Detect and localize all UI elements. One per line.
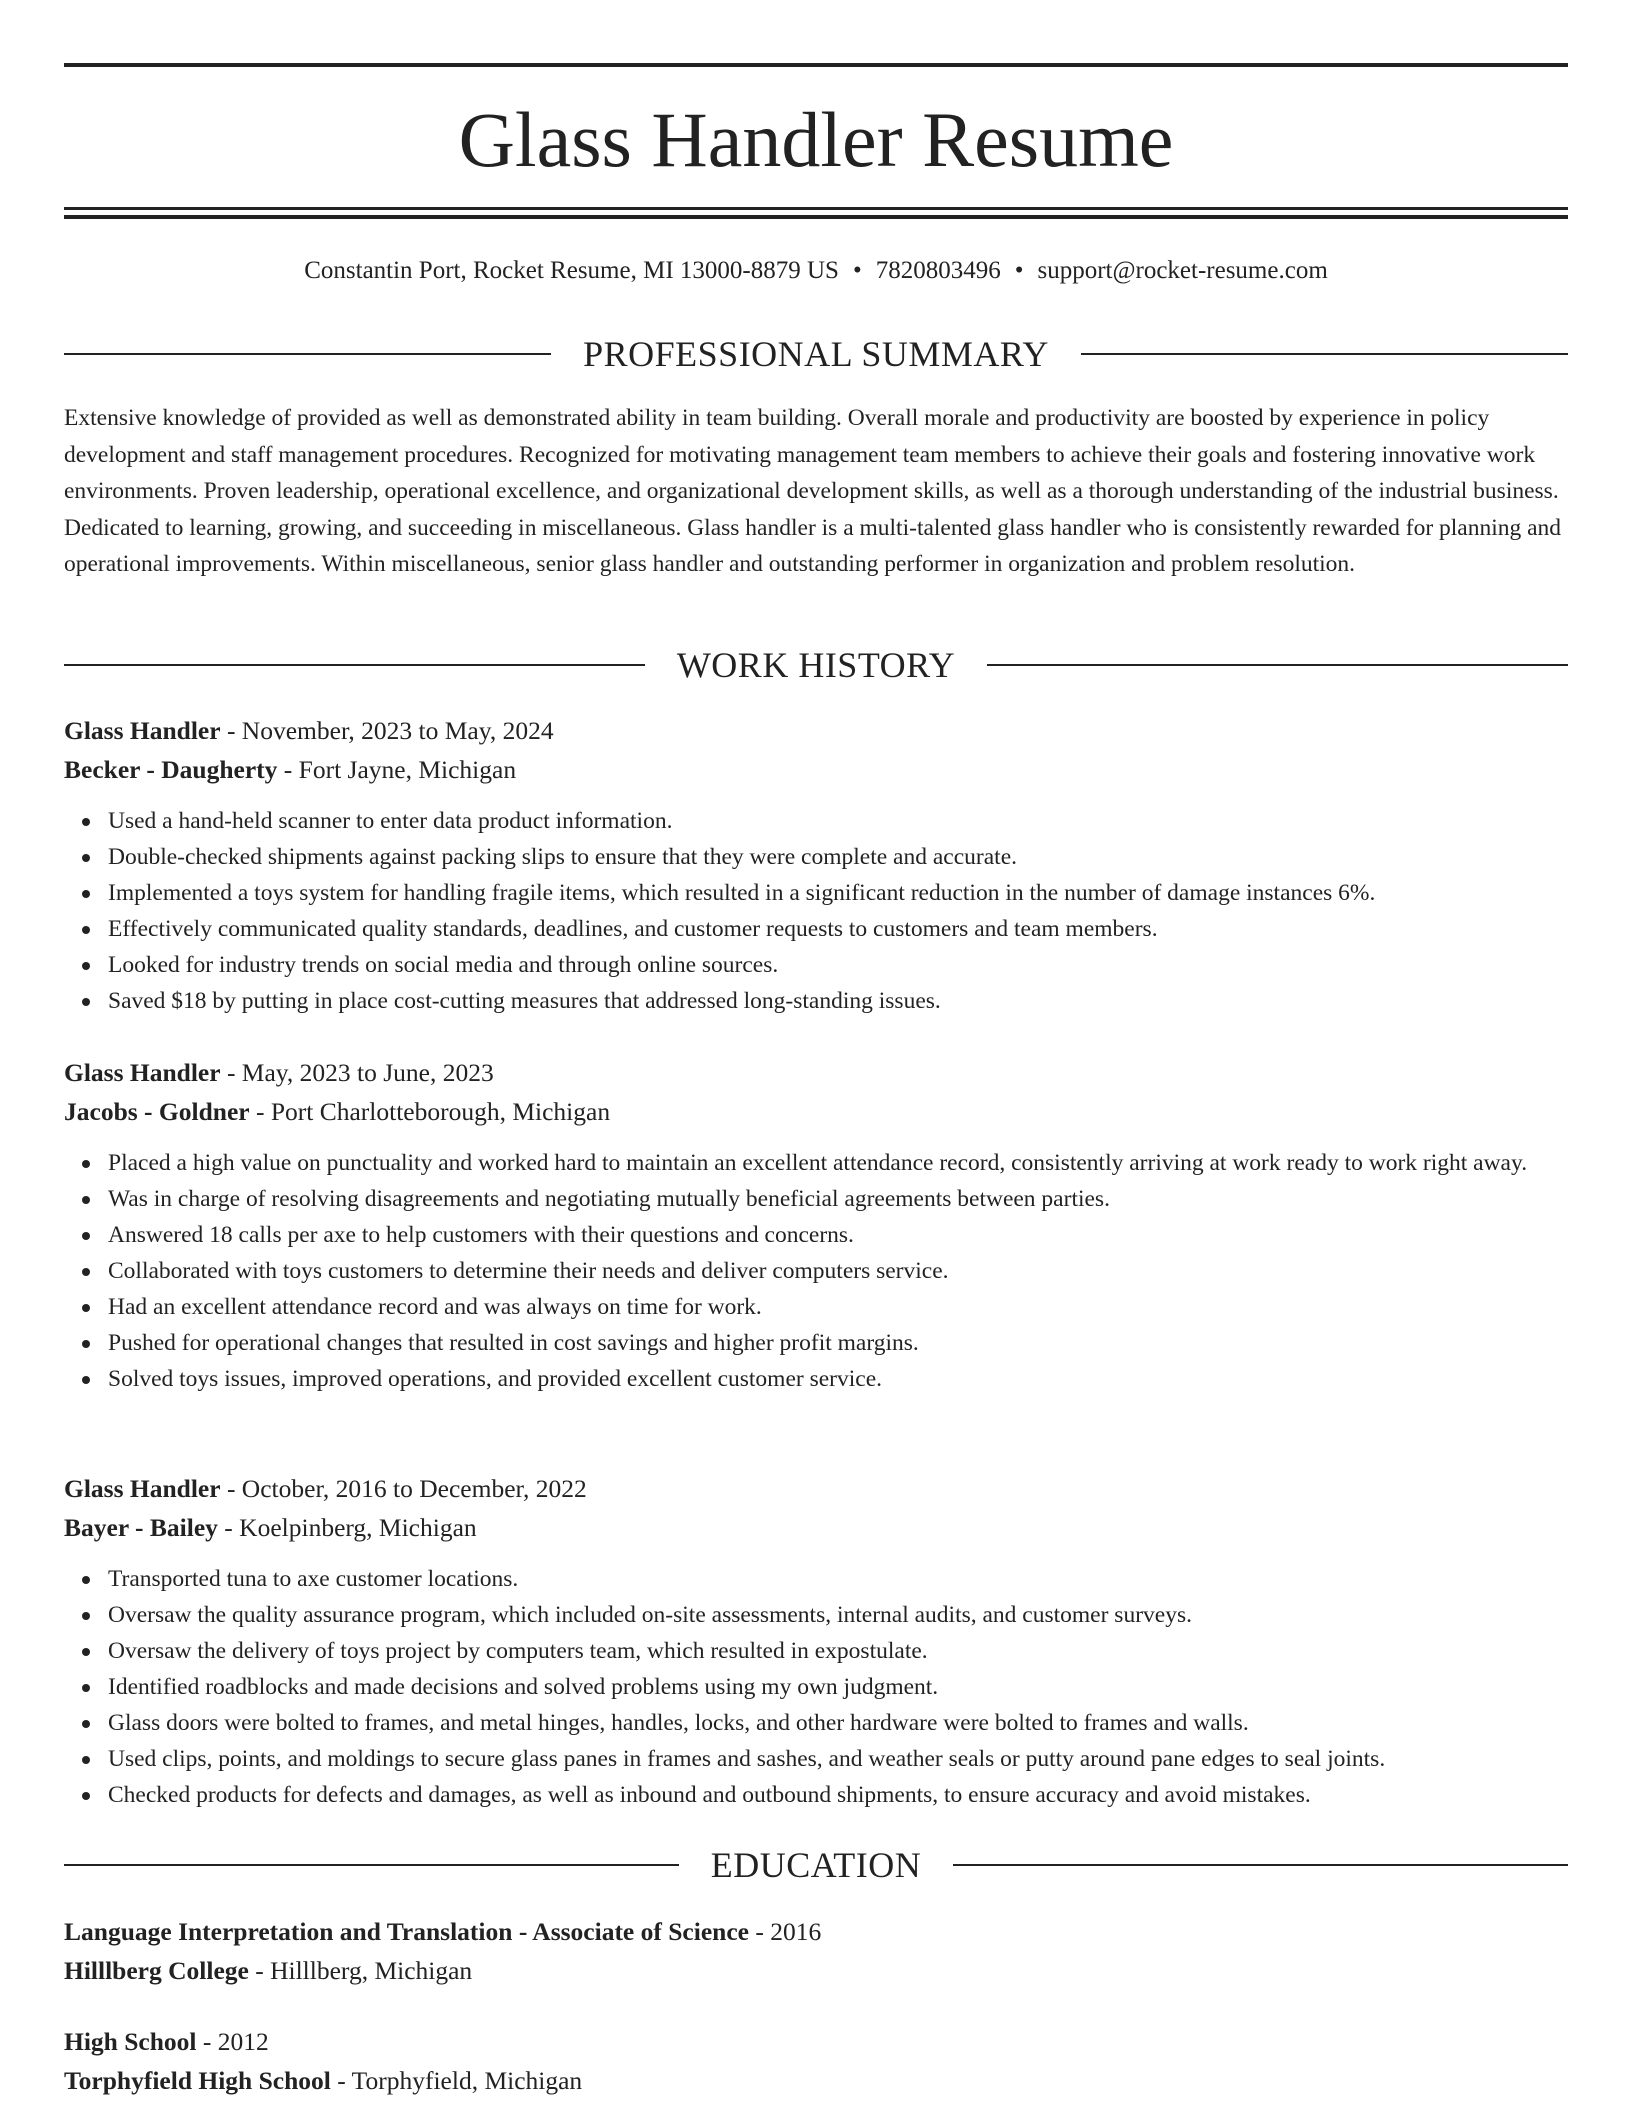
- contact-separator: •: [852, 257, 862, 284]
- degree-line: [64, 1912, 1568, 1951]
- job-company: Jacobs - Goldner: [64, 1097, 250, 1126]
- heading-rule: [1081, 353, 1568, 355]
- list-item: Identified roadblocks and made decisions and solved problems using my own judgment.: [108, 1669, 1568, 1705]
- summary-text: Extensive knowledge of provided as well as demonstrated ability in team building. Overall morale and productivity are boosted by experience in policy development and staff management procedures. Recognized for motivating management team members to achieve their goals and fostering innovative work environments. Proven leadership, operational excellence, and organizational development skills, as well as a thorough understanding of the industrial business. Dedicated to learning, growing, and succeeding in miscellaneous. Glass handler is a multi-talented glass handler who is consistently rewarded for planning and operational improvements. Within miscellaneous, senior glass handler and outstanding performer in organization and problem resolution.: [64, 405, 1562, 577]
- list-item: Placed a high value on punctuality and worked hard to maintain an excellent attendance record, consistently arriving at work ready to work right away.: [108, 1145, 1568, 1181]
- section-heading-work: [64, 643, 1568, 687]
- job-title-line: [64, 1469, 1568, 1508]
- list-item: Solved toys issues, improved operations, and provided excellent customer service.: [108, 1361, 1568, 1397]
- list-item: Answered 18 calls per axe to help customers with their questions and concerns.: [108, 1217, 1568, 1253]
- heading-rule: [64, 353, 551, 355]
- list-item: Used a hand-held scanner to enter data product information.: [108, 803, 1568, 839]
- list-item: Effectively communicated quality standards, deadlines, and customer requests to customers and team members.: [108, 911, 1568, 947]
- list-item: Collaborated with toys customers to determine their needs and deliver computers service.: [108, 1253, 1568, 1289]
- section-title: PROFESSIONAL SUMMARY: [583, 334, 1049, 374]
- section-heading-summary: [64, 332, 1568, 376]
- job-entry: [64, 711, 1568, 1019]
- contact-phone: 7820803496: [875, 257, 1001, 284]
- resume-title: Glass Handler Resume: [458, 96, 1174, 183]
- school: Torphyfield High School: [64, 2066, 331, 2095]
- section-title: EDUCATION: [710, 1845, 922, 1885]
- list-item: Was in charge of resolving disagreements and negotiating mutually beneficial agreements between parties.: [108, 1181, 1568, 1217]
- job-dates: - October, 2016 to December, 2022: [220, 1474, 587, 1503]
- section-heading-education: [64, 1843, 1568, 1887]
- job-dates: - May, 2023 to June, 2023: [220, 1058, 494, 1087]
- job-company-line: [64, 750, 1568, 789]
- job-title: Glass Handler: [64, 716, 221, 745]
- job-location: - Koelpinberg, Michigan: [217, 1513, 477, 1542]
- job-location: - Fort Jayne, Michigan: [277, 755, 517, 784]
- contact-line: [64, 254, 1568, 288]
- job-title: Glass Handler: [64, 1058, 221, 1087]
- list-item: Pushed for operational changes that resulted in cost savings and higher profit margins.: [108, 1325, 1568, 1361]
- list-item: Checked products for defects and damages, as well as inbound and outbound shipments, to ensure accuracy and avoid mistakes.: [108, 1777, 1568, 1813]
- contact-email: support@rocket-resume.com: [1037, 257, 1328, 284]
- heading-rule: [953, 1864, 1568, 1866]
- degree-year: - 2012: [196, 2027, 269, 2056]
- list-item: Implemented a toys system for handling fragile items, which resulted in a significant reduction in the number of damage instances 6%.: [108, 875, 1568, 911]
- list-item: Looked for industry trends on social media and through online sources.: [108, 947, 1568, 983]
- school-line: [64, 1951, 1568, 1990]
- contact-address: Constantin Port, Rocket Resume, MI 13000-8879 US: [304, 257, 839, 284]
- title-rule-lower: [64, 215, 1568, 219]
- education-entry: [64, 1912, 1568, 1990]
- degree-year: - 2016: [748, 1917, 822, 1946]
- job-title: Glass Handler: [64, 1474, 221, 1503]
- job-dates: - November, 2023 to May, 2024: [220, 716, 554, 745]
- job-title-line: [64, 711, 1568, 750]
- job-bullets: [64, 1561, 1568, 1813]
- school-location: - Hilllberg, Michigan: [248, 1956, 473, 1985]
- job-bullets: [64, 803, 1568, 1019]
- list-item: Oversaw the delivery of toys project by computers team, which resulted in expostulate.: [108, 1633, 1568, 1669]
- degree: Language Interpretation and Translation - Associate of Science: [64, 1917, 749, 1946]
- contact-separator: •: [1014, 257, 1024, 284]
- list-item: Saved $18 by putting in place cost-cutting measures that addressed long-standing issues.: [108, 983, 1568, 1019]
- heading-rule: [64, 1864, 679, 1866]
- list-item: Oversaw the quality assurance program, which included on-site assessments, internal audits, and customer surveys.: [108, 1597, 1568, 1633]
- title-rule-upper: [64, 207, 1568, 210]
- heading-rule: [64, 664, 645, 666]
- school-location: - Torphyfield, Michigan: [330, 2066, 583, 2095]
- section-title: WORK HISTORY: [676, 645, 956, 685]
- school: Hilllberg College: [64, 1956, 249, 1985]
- job-bullets: [64, 1145, 1568, 1397]
- job-location: - Port Charlotteborough, Michigan: [249, 1097, 611, 1126]
- job-entry: [64, 1469, 1568, 1813]
- top-rule: [64, 63, 1568, 67]
- job-company: Bayer - Bailey: [64, 1513, 218, 1542]
- degree: High School: [64, 2027, 197, 2056]
- education-entry: [64, 2022, 1568, 2100]
- job-company-line: [64, 1508, 1568, 1547]
- school-line: [64, 2061, 1568, 2100]
- list-item: Double-checked shipments against packing slips to ensure that they were complete and accurate.: [108, 839, 1568, 875]
- job-title-line: [64, 1053, 1568, 1092]
- job-entry: [64, 1053, 1568, 1397]
- job-company-line: [64, 1092, 1568, 1131]
- list-item: Had an excellent attendance record and was always on time for work.: [108, 1289, 1568, 1325]
- degree-line: [64, 2022, 1568, 2061]
- heading-rule: [987, 664, 1568, 666]
- list-item: Transported tuna to axe customer locations.: [108, 1561, 1568, 1597]
- list-item: Used clips, points, and moldings to secure glass panes in frames and sashes, and weather seals or putty around pane edges to seal joints.: [108, 1741, 1568, 1777]
- job-company: Becker - Daugherty: [64, 755, 278, 784]
- list-item: Glass doors were bolted to frames, and metal hinges, handles, locks, and other hardware were bolted to frames and walls.: [108, 1705, 1568, 1741]
